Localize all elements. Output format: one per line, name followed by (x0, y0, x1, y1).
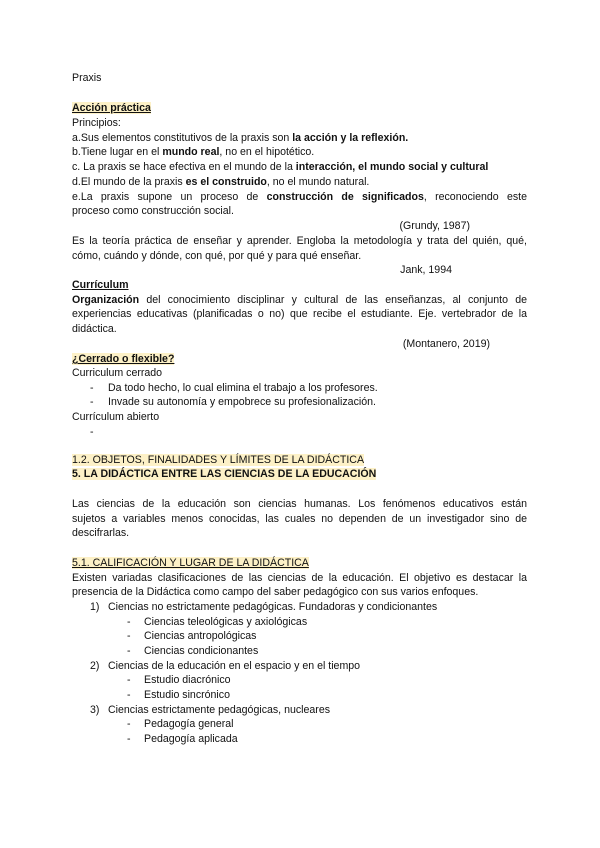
section5-line-3: descifrarlas. (72, 527, 130, 539)
list-bullet: - (127, 733, 131, 745)
praxis-paragraph-cont: cómo, cuándo y dónde, con qué, por qué y para qué enseñar. (72, 250, 362, 262)
curriculum-line-3: didáctica. (72, 323, 117, 335)
section-heading-cerrado: ¿Cerrado o flexible? (72, 353, 175, 365)
closed-curriculum-label: Curriculum cerrado (72, 367, 163, 379)
list-number: 2) (90, 660, 100, 672)
closed-item-2: Invade su autonomía y empobrece su profesionalización. (108, 396, 376, 408)
sub-item: Ciencias antropológicas (144, 630, 257, 642)
section-heading-curriculum: Currículum (72, 279, 129, 291)
section5-line-2: sujetos a variables menos conocidas, las cuales no dependen de un investigador sino de (72, 513, 527, 525)
principle-e: e.La praxis supone un proceso de construcción de significados, reconociendo este (72, 191, 528, 203)
sub-item: Pedagogía aplicada (144, 733, 238, 745)
list-bullet: - (127, 630, 131, 642)
principios-label: Principios: (72, 117, 121, 129)
closed-item-1: Da todo hecho, lo cual elimina el trabajo a los profesores. (108, 382, 378, 394)
list-bullet: - (90, 396, 94, 408)
curriculum-line-1: Organización del conocimiento disciplinar y cultural de las enseñanzas, al conjunto de (72, 294, 527, 306)
list-item-2: Ciencias de la educación en el espacio y en el tiempo (108, 660, 361, 672)
curriculum-line-2: experiencias educativas (planificadas o no) que recibe el estudiante. Eje. vertebrador de la (72, 308, 527, 320)
list-number: 1) (90, 601, 100, 613)
praxis-paragraph: Es la teoría práctica de enseñar y aprender. Engloba la metodología y trata del quién, qué, (72, 235, 527, 247)
section-heading-1-2: 1.2. OBJETOS, FINALIDADES Y LÍMITES DE LA DIDÁCTICA (72, 454, 365, 466)
section-heading-accion: Acción práctica (72, 102, 151, 114)
sub-item: Ciencias condicionantes (144, 645, 259, 657)
section5-line-1: Las ciencias de la educación son ciencias humanas. Los fenómenos educativos están (72, 498, 527, 510)
principle-b: b.Tiene lugar en el mundo real, no en el hipotético. (72, 146, 315, 158)
sub-item: Estudio diacrónico (144, 674, 231, 686)
principle-c: c. La praxis se hace efectiva en el mundo de la interacción, el mundo social y cultural (72, 161, 489, 173)
section-heading-5: 5. LA DIDÁCTICA ENTRE LAS CIENCIAS DE LA EDUCACIÓN (72, 468, 377, 480)
list-bullet: - (127, 674, 131, 686)
citation-jank: Jank, 1994 (400, 264, 452, 276)
list-bullet: - (90, 382, 94, 394)
section-heading-5-1: 5.1. CALIFICACIÓN Y LUGAR DE LA DIDÁCTICA (72, 557, 309, 569)
section51-line-1: Existen variadas clasificaciones de las ciencias de la educación. El objetivo es destacar la (72, 572, 527, 584)
list-number: 3) (90, 704, 100, 716)
principle-e-cont: proceso como construcción social. (72, 205, 234, 217)
sub-item: Ciencias teleológicas y axiológicas (144, 616, 308, 628)
sub-item: Pedagogía general (144, 718, 234, 730)
citation-montanero: (Montanero, 2019) (402, 338, 490, 350)
list-bullet-empty: - (90, 426, 94, 438)
list-bullet: - (127, 616, 131, 628)
document-title: Praxis (72, 72, 102, 84)
sub-item: Estudio sincrónico (144, 689, 230, 701)
list-bullet: - (127, 645, 131, 657)
list-bullet: - (127, 718, 131, 730)
list-item-1: Ciencias no estrictamente pedagógicas. Fundadoras y condicionantes (108, 601, 438, 613)
principle-d: d.El mundo de la praxis es el construido, no el mundo natural. (72, 176, 370, 188)
open-curriculum-label: Currículum abierto (72, 411, 160, 423)
list-bullet: - (127, 689, 131, 701)
section51-line-2: presencia de la Didáctica como campo del saber pedagógico con sus varios enfoques. (72, 586, 479, 598)
citation-grundy: (Grundy, 1987) (399, 220, 470, 232)
principle-a: a.Sus elementos constitutivos de la praxis son la acción y la reflexión. (72, 132, 409, 144)
list-item-3: Ciencias estrictamente pedagógicas, nucleares (108, 704, 331, 716)
